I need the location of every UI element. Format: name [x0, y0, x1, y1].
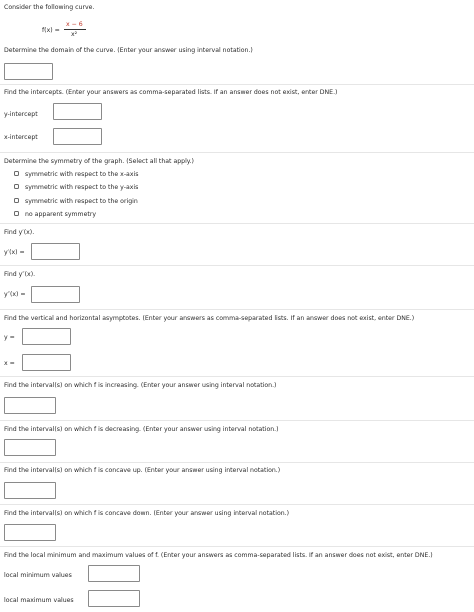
- horizontal-asymptote-input[interactable]: [22, 328, 71, 345]
- divider: [0, 309, 474, 310]
- yprime-input[interactable]: [31, 243, 80, 260]
- local-min-input[interactable]: [88, 565, 140, 582]
- asymptotes-question: Find the vertical and horizontal asymptotes. (Enter your answers as comma-separated lists. If an answer does not exist, enter DNE.): [4, 315, 415, 322]
- concave-down-question: Find the interval(s) on which f is concave down. (Enter your answer using interval notation.): [4, 510, 290, 517]
- ydoubleprime-label: y″(x) =: [4, 291, 26, 298]
- divider: [0, 223, 474, 224]
- function-denominator: x²: [71, 31, 78, 38]
- intercepts-question: Find the intercepts. (Enter your answers as comma-separated lists. If an answer does not exist, enter DNE.): [4, 89, 338, 96]
- increasing-input[interactable]: [4, 397, 56, 414]
- decreasing-question: Find the interval(s) on which f is decreasing. (Enter your answer using interval notation.): [4, 426, 279, 433]
- divider: [0, 504, 474, 505]
- local-max-label: local maximum values: [4, 597, 74, 604]
- domain-question: Determine the domain of the curve. (Enter your answer using interval notation.): [4, 47, 253, 54]
- concave-up-question: Find the interval(s) on which f is concave up. (Enter your answer using interval notation.): [4, 467, 281, 474]
- symmetry-origin-checkbox[interactable]: [14, 198, 19, 203]
- fraction-bar: [64, 29, 86, 30]
- concave-down-input[interactable]: [4, 524, 56, 541]
- asymptote-y-label: y =: [4, 334, 15, 341]
- vertical-asymptote-input[interactable]: [22, 354, 71, 371]
- local-max-input[interactable]: [88, 590, 140, 607]
- divider: [0, 265, 474, 266]
- function-lhs: f(x) =: [42, 27, 60, 34]
- increasing-question: Find the interval(s) on which f is increasing. (Enter your answer using interval notation.): [4, 382, 277, 389]
- local-min-label: local minimum values: [4, 572, 72, 579]
- divider: [0, 152, 474, 153]
- symmetry-x-axis-checkbox[interactable]: [14, 171, 19, 176]
- yprime-label: y′(x) =: [4, 249, 25, 256]
- symmetry-y-axis-checkbox[interactable]: [14, 184, 19, 189]
- domain-input[interactable]: [4, 63, 53, 80]
- divider: [0, 84, 474, 85]
- symmetry-none-checkbox[interactable]: [14, 211, 19, 216]
- function-numerator: x − 6: [66, 21, 83, 28]
- symmetry-question: Determine the symmetry of the graph. (Select all that apply.): [4, 158, 194, 165]
- symmetry-option-label: symmetric with respect to the x-axis: [25, 171, 139, 178]
- symmetry-option-label: no apparent symmetry: [25, 211, 97, 218]
- y-intercept-label: y-intercept: [4, 111, 38, 118]
- intro-text: Consider the following curve.: [4, 4, 95, 11]
- decreasing-input[interactable]: [4, 439, 56, 456]
- divider: [0, 420, 474, 421]
- symmetry-option-label: symmetric with respect to the y-axis: [25, 184, 139, 191]
- symmetry-option-label: symmetric with respect to the origin: [25, 198, 138, 205]
- find-yprime-prompt: Find y′(x).: [4, 229, 35, 236]
- ydoubleprime-input[interactable]: [31, 286, 80, 303]
- y-intercept-input[interactable]: [53, 103, 102, 120]
- divider: [0, 462, 474, 463]
- x-intercept-label: x-intercept: [4, 134, 38, 141]
- divider: [0, 546, 474, 547]
- x-intercept-input[interactable]: [53, 128, 102, 145]
- local-extrema-question: Find the local minimum and maximum values of f. (Enter your answers as comma-separated lists. If an answer does not exist, enter DNE.): [4, 552, 433, 559]
- asymptote-x-label: x =: [4, 360, 15, 367]
- find-ydoubleprime-prompt: Find y″(x).: [4, 271, 36, 278]
- concave-up-input[interactable]: [4, 482, 56, 499]
- divider: [0, 376, 474, 377]
